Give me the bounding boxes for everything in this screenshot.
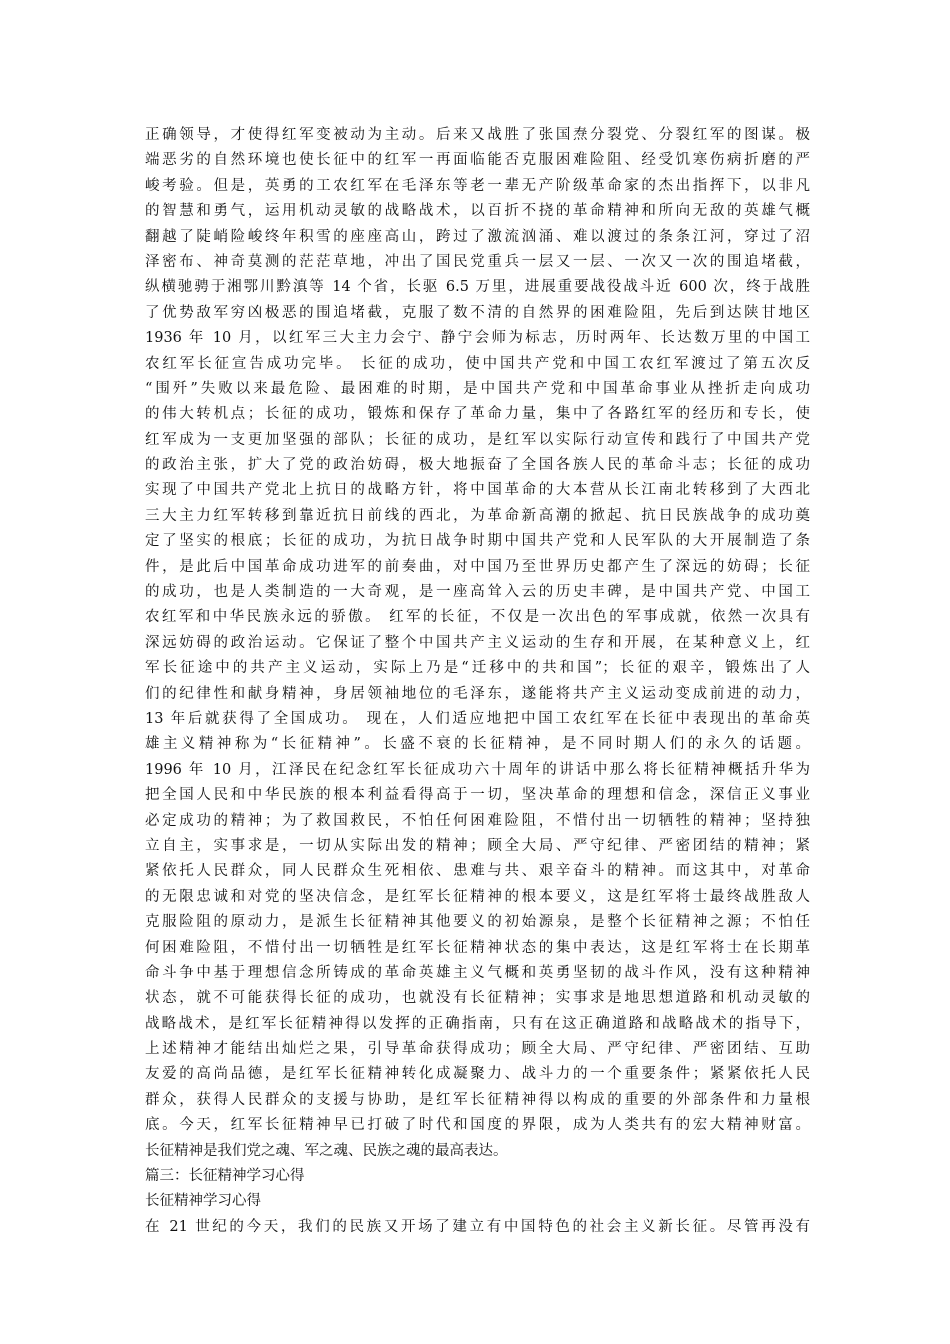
text-line: 的成功，也是人类制造的一大奇观，是一座高耸入云的历史丰碑，是中国共产党、中国工 (145, 584, 810, 601)
text-line: 件，是此后中国革命成功进军的前奏曲，对中国乃至世界历史都产生了深远的妨碍；长征 (145, 558, 810, 575)
text-line: 峻考验。但是，英勇的工农红军在毛泽东等老一辈无产阶级革命家的杰出指挥下，以非凡 (145, 177, 810, 194)
article-title: 长征精神学习心得 (145, 1193, 261, 1210)
text-line: 状态，就不可能获得长征的成功，也就没有长征精神；实事求是地思想道路和机动灵敏的 (145, 990, 810, 1007)
section-heading: 篇三：长征精神学习心得 (145, 1168, 305, 1185)
text-line: 命斗争中基于理想信念所铸成的革命英雄主义气概和英勇坚韧的战斗作风，没有这种精神 (145, 964, 810, 981)
text-line: 群众，获得人民群众的支援与协助，是红军长征精神得以构成的重要的外部条件和力量根 (145, 1091, 810, 1108)
text-line: 在 21 世纪的今天，我们的民族又开场了建立有中国特色的社会主义新长征。尽管再没有 (145, 1218, 810, 1235)
text-line: 端恶劣的自然环境也使长征中的红军一再面临能否克服困难险阻、经受饥寒伤病折磨的严 (145, 152, 810, 169)
text-line: 何困难险阻，不惜付出一切牺牲是红军长征精神状态的集中表达，这是红军将士在长期革 (145, 939, 810, 956)
text-line: 定了坚实的根底；长征的成功，为抗日战争时期中国共产党和人民军队的大开展制造了条 (145, 533, 810, 550)
text-line: 的无限忠诚和对党的坚决信念，是红军长征精神的根本要义，这是红军将士最终战胜敌人 (145, 888, 810, 905)
document-body (145, 123, 810, 1240)
text-line: 立自主，实事求是，一切从实际出发的精神；顾全大局、严守纪律、严密团结的精神；紧 (145, 837, 810, 854)
text-line: 红军成为一支更加坚强的部队；长征的成功，是红军以实际行动宣传和践行了中国共产党 (145, 431, 810, 448)
text-line: 友爱的高尚品德，是红军长征精神转化成凝聚力、战斗力的一个重要条件；紧紧依托人民 (145, 1066, 810, 1083)
text-line: 1996 年 10 月，江泽民在纪念红军长征成功六十周年的讲话中那么将长征精神概括升华为 (145, 761, 810, 778)
text-line: 战略战术，是红军长征精神得以发挥的正确指南，只有在这正确道路和战略战术的指导下， (145, 1015, 810, 1032)
text-line: 三大主力红军转移到靠近抗日前线的西北，为革命新高潮的掀起、抗日民族战争的成功奠 (145, 507, 810, 524)
text-line: 的伟大转机点；长征的成功，锻炼和保存了革命力量，集中了各路红军的经历和专长，使 (145, 406, 810, 423)
text-line: 纵横驰骋于湘鄂川黔滇等 14 个省，长驱 6.5 万里，进展重要战役战斗近 600 次，终于战胜 (145, 279, 810, 296)
text-line: 军长征途中的共产主义运动，实际上乃是“迁移中的共和国”；长征的艰辛，锻炼出了人 (145, 660, 810, 677)
text-line: 必定成功的精神；为了救国救民，不怕任何困难险阻，不惜付出一切牺牲的精神；坚持独 (145, 812, 810, 829)
text-line: 13 年后就获得了全国成功。 现在，人们适应地把中国工农红军在长征中表现出的革命英 (145, 710, 810, 727)
text-line: 的政治主张，扩大了党的政治妨碍，极大地振奋了全国各族人民的革命斗志；长征的成功 (145, 457, 810, 474)
text-line: 泽密布、神奇莫测的茫茫草地，冲出了国民党重兵一层又一层、一次又一次的围追堵截， (145, 253, 810, 270)
text-line: 农红军和中华民族永远的骄傲。 红军的长征，不仅是一次出色的军事成就，依然一次具有 (145, 609, 810, 626)
text-line: 深远妨碍的政治运动。它保证了整个中国共产主义运动的生存和开展，在某种意义上，红 (145, 634, 810, 651)
text-line: 上述精神才能结出灿烂之果，引导革命获得成功；顾全大局、严守纪律、严密团结、互助 (145, 1041, 810, 1058)
text-line: 实现了中国共产党北上抗日的战略方针，将中国革命的大本营从长江南北转移到了大西北 (145, 482, 810, 499)
text-line: 农红军长征宣告成功完毕。 长征的成功，使中国共产党和中国工农红军渡过了第五次反 (145, 355, 810, 372)
text-line: “围歼”失败以来最危险、最困难的时期，是中国共产党和中国革命事业从挫折走向成功 (145, 380, 810, 397)
text-line: 底。今天，红军长征精神早已打破了时代和国度的界限，成为人类共有的宏大精神财富。 (145, 1117, 810, 1134)
text-line: 紧依托人民群众，同人民群众生死相依、患难与共、艰辛奋斗的精神。而这其中，对革命 (145, 863, 810, 880)
text-line: 正确领导，才使得红军变被动为主动。后来又战胜了张国焘分裂党、分裂红军的图谋。极 (145, 127, 810, 143)
text-line: 们的纪律性和献身精神，身居领袖地位的毛泽东，遂能将共产主义运动变成前进的动力， (145, 685, 810, 702)
text-line: 1936 年 10 月，以红军三大主力会宁、静宁会师为标志，历时两年、长达数万里的中国工 (145, 330, 810, 347)
text-line: 的智慧和勇气，运用机动灵敏的战略战术，以百折不挠的革命精神和所向无敌的英雄气概 (145, 203, 810, 220)
text-line: 了优势敌军穷凶极恶的围追堵截，克服了数不清的自然界的困难险阻，先后到达陕甘地区 (145, 304, 810, 321)
text-line: 翻越了陡峭险峻终年积雪的座座高山，跨过了激流汹涌、难以渡过的条条江河，穿过了沼 (145, 228, 810, 245)
text-line: 长征精神是我们党之魂、军之魂、民族之魂的最高表达。 (145, 1142, 508, 1159)
text-line: 把全国人民和中华民族的根本利益看得高于一切，坚决革命的理想和信念，深信正义事业 (145, 787, 810, 804)
text-line: 雄主义精神称为“长征精神”。长盛不衰的长征精神，是不同时期人们的永久的话题。 (145, 736, 810, 753)
text-line: 克服险阻的原动力，是派生长征精神其他要义的初始源泉，是整个长征精神之源；不怕任 (145, 914, 810, 931)
